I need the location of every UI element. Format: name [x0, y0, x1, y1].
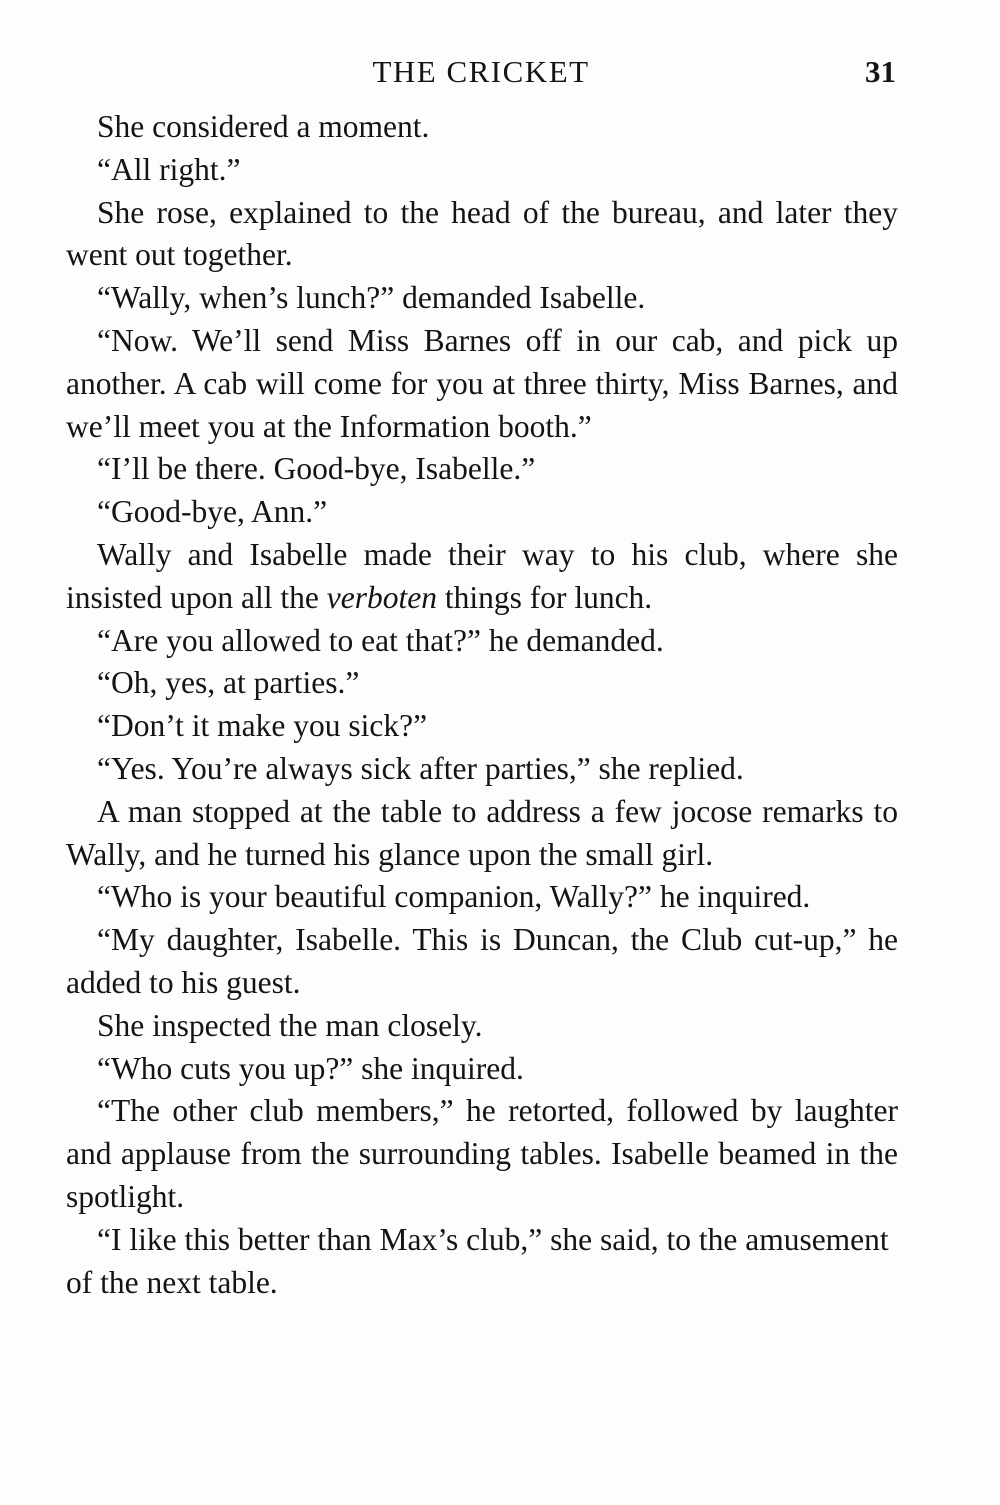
paragraph: “Are you allowed to eat that?” he demanded.	[97, 622, 664, 658]
page-number: 31	[865, 54, 896, 89]
paragraph: “Oh, yes, at parties.”	[97, 665, 360, 701]
paragraph: “I’ll be there. Good-bye, Isabelle.”	[97, 451, 536, 487]
paragraph: “Yes. You’re always sick after parties,” she replied.	[97, 750, 744, 786]
paragraph-text: things for lunch.	[436, 579, 653, 615]
paragraph: “Who cuts you up?” she inquired.	[97, 1050, 524, 1086]
paragraph: She considered a moment.	[97, 109, 430, 144]
paragraph	[66, 534, 898, 620]
paragraph: “I like this better than Max’s club,” she said, to the amusement of the next table.	[66, 1221, 889, 1300]
paragraph: “Wally, when’s lunch?” demanded Isabelle.	[97, 280, 646, 316]
paragraph: “Now. We’ll send Miss Barnes off in our cab, and pick up another. A cab will come for you at three thirty, Miss Barnes, and we’ll meet you at the Information booth.”	[66, 322, 898, 444]
paragraph: “Who is your beautiful companion, Wally?” he inquired.	[97, 879, 811, 915]
paragraph: A man stopped at the table to address a few jocose remarks to Wally, and he turned his glance upon the small girl.	[66, 793, 898, 872]
paragraph: She rose, explained to the head of the bureau, and later they went out together.	[66, 194, 898, 273]
paragraph: “The other club members,” he retorted, followed by laughter and applause from the surrounding tables. Isabelle beamed in the spotlight.	[66, 1093, 898, 1214]
paragraph: “Don’t it make you sick?”	[97, 708, 428, 744]
paragraph: She inspected the man closely.	[97, 1007, 483, 1043]
paragraph-text: Wally and Isabelle made their way to his club, where she insisted upon all the	[66, 536, 898, 615]
paragraph: “Good-bye, Ann.”	[97, 494, 328, 530]
body-text	[66, 106, 898, 1304]
paragraph: “My daughter, Isabelle. This is Duncan, the Club cut-up,” he added to his guest.	[66, 922, 898, 1000]
italic-word: verboten	[326, 579, 437, 615]
running-head	[66, 52, 896, 92]
paragraph: “All right.”	[97, 151, 241, 187]
chapter-title: THE CRICKET	[372, 54, 590, 89]
